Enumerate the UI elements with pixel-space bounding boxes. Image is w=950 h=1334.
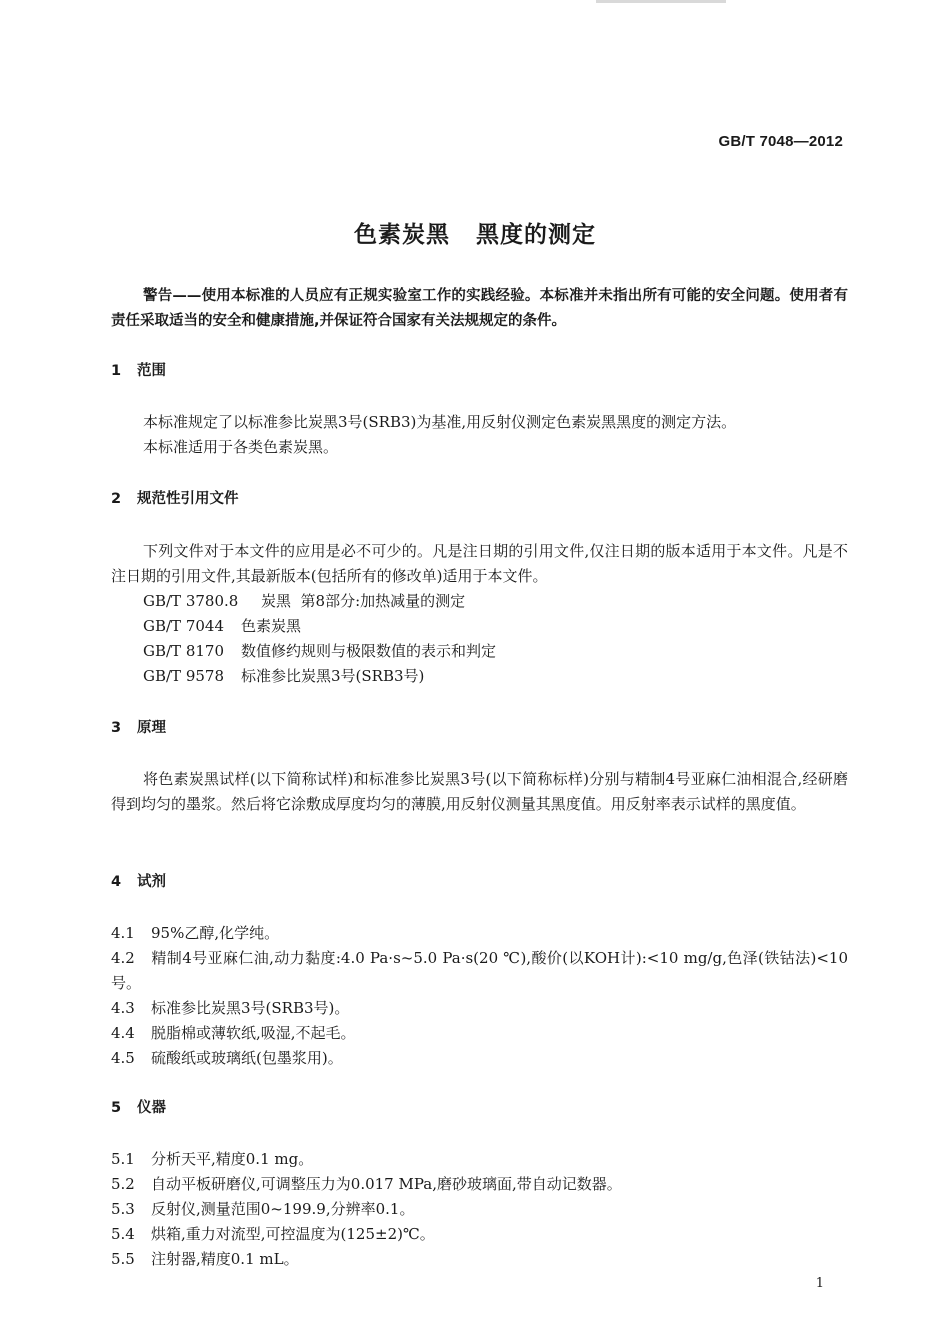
reference-title: 数值修约规则与极限数值的表示和判定 bbox=[241, 642, 497, 660]
item-text: 分析天平,精度0.1 mg。 bbox=[151, 1150, 314, 1168]
reference-code: GB/T 7044 bbox=[143, 617, 225, 635]
item-number: 4.5 bbox=[111, 1049, 135, 1067]
list-item bbox=[111, 1222, 848, 1247]
section-number: 1 bbox=[111, 363, 122, 379]
list-item bbox=[111, 946, 848, 996]
section-title: 仪器 bbox=[137, 1100, 166, 1116]
list-item bbox=[111, 1046, 848, 1071]
list-item bbox=[111, 1197, 848, 1222]
item-text: 烘箱,重力对流型,可控温度为(125±2)℃。 bbox=[151, 1225, 435, 1243]
section-number: 3 bbox=[111, 720, 122, 736]
reference-code: GB/T 8170 bbox=[143, 642, 225, 660]
section-number: 2 bbox=[111, 491, 122, 507]
item-text: 95%乙醇,化学纯。 bbox=[151, 924, 280, 942]
section-3-body bbox=[111, 767, 848, 817]
item-number: 5.5 bbox=[111, 1250, 135, 1268]
list-item bbox=[111, 921, 848, 946]
item-number: 4.4 bbox=[111, 1024, 135, 1042]
section-1-heading bbox=[111, 359, 848, 384]
paragraph: 本标准规定了以标准参比炭黑3号(SRB3)为基准,用反射仪测定色素炭黑黑度的测定方法。 bbox=[143, 413, 737, 431]
reference-title: 炭黑 第8部分:加热减量的测定 bbox=[261, 592, 466, 610]
item-text: 精制4号亚麻仁油,动力黏度:4.0 Pa·s~5.0 Pa·s(20 ℃),酸价(以KOH计):<10 mg/g,色泽(铁钴法)<10号。 bbox=[111, 949, 848, 992]
item-text: 注射器,精度0.1 mL。 bbox=[151, 1250, 299, 1268]
warning-text: 警告——使用本标准的人员应有正规实验室工作的实践经验。本标准并未指出所有可能的安全问题。使用者有责任采取适当的安全和健康措施,并保证符合国家有关法规规定的条件。 bbox=[111, 288, 848, 329]
reference-item bbox=[111, 639, 848, 664]
item-number: 5.3 bbox=[111, 1200, 135, 1218]
item-number: 5.4 bbox=[111, 1225, 135, 1243]
standard-code: GB/T 7048—2012 bbox=[718, 133, 843, 150]
item-text: 脱脂棉或薄软纸,吸湿,不起毛。 bbox=[151, 1024, 356, 1042]
list-item bbox=[111, 996, 848, 1021]
item-text: 自动平板研磨仪,可调整压力为0.017 MPa,磨砂玻璃面,带自动记数器。 bbox=[151, 1175, 622, 1193]
section-number: 4 bbox=[111, 874, 122, 890]
scan-mark bbox=[596, 0, 726, 3]
item-number: 5.1 bbox=[111, 1150, 135, 1168]
reference-title: 标准参比炭黑3号(SRB3号) bbox=[241, 667, 425, 685]
reference-item bbox=[111, 614, 848, 639]
reference-code: GB/T 9578 bbox=[143, 667, 225, 685]
section-number: 5 bbox=[111, 1100, 122, 1116]
section-1-body bbox=[111, 410, 848, 460]
paragraph: 将色素炭黑试样(以下简称试样)和标准参比炭黑3号(以下简称标样)分别与精制4号亚麻仁油相混合,经研磨得到均匀的墨浆。然后将它涂敷成厚度均匀的薄膜,用反射仪测量其黑度值。用反射率表示试样的黑度值。 bbox=[111, 770, 848, 813]
reference-code: GB/T 3780.8 bbox=[143, 592, 239, 610]
section-4-heading bbox=[111, 870, 848, 895]
list-item bbox=[111, 1147, 848, 1172]
section-title: 范围 bbox=[137, 363, 166, 379]
item-text: 标准参比炭黑3号(SRB3号)。 bbox=[151, 999, 350, 1017]
reference-item bbox=[111, 589, 848, 614]
section-4-items bbox=[111, 921, 848, 1071]
item-number: 4.2 bbox=[111, 949, 135, 967]
section-title: 规范性引用文件 bbox=[137, 491, 239, 507]
paragraph: 下列文件对于本文件的应用是必不可少的。凡是注日期的引用文件,仅注日期的版本适用于本文件。凡是不注日期的引用文件,其最新版本(包括所有的修改单)适用于本文件。 bbox=[111, 542, 848, 585]
title-part-2: 黑度的测定 bbox=[476, 222, 596, 248]
reference-title: 色素炭黑 bbox=[241, 617, 302, 635]
list-item bbox=[111, 1247, 848, 1272]
reference-item bbox=[111, 664, 848, 689]
item-text: 硫酸纸或玻璃纸(包墨浆用)。 bbox=[151, 1049, 343, 1067]
section-title: 试剂 bbox=[137, 874, 166, 890]
list-item bbox=[111, 1172, 848, 1197]
section-2-body bbox=[111, 539, 848, 689]
list-item bbox=[111, 1021, 848, 1046]
item-text: 反射仪,测量范围0~199.9,分辨率0.1。 bbox=[151, 1200, 415, 1218]
item-number: 5.2 bbox=[111, 1175, 135, 1193]
title-part-1: 色素炭黑 bbox=[354, 222, 450, 248]
item-number: 4.3 bbox=[111, 999, 135, 1017]
warning-paragraph bbox=[111, 284, 848, 334]
section-5-heading bbox=[111, 1096, 848, 1121]
section-2-heading bbox=[111, 487, 848, 512]
section-3-heading bbox=[111, 716, 848, 741]
section-5-items bbox=[111, 1147, 848, 1272]
item-number: 4.1 bbox=[111, 924, 135, 942]
page-number: 1 bbox=[815, 1276, 824, 1291]
section-title: 原理 bbox=[137, 720, 166, 736]
paragraph: 本标准适用于各类色素炭黑。 bbox=[143, 438, 339, 456]
page-title bbox=[0, 216, 950, 249]
